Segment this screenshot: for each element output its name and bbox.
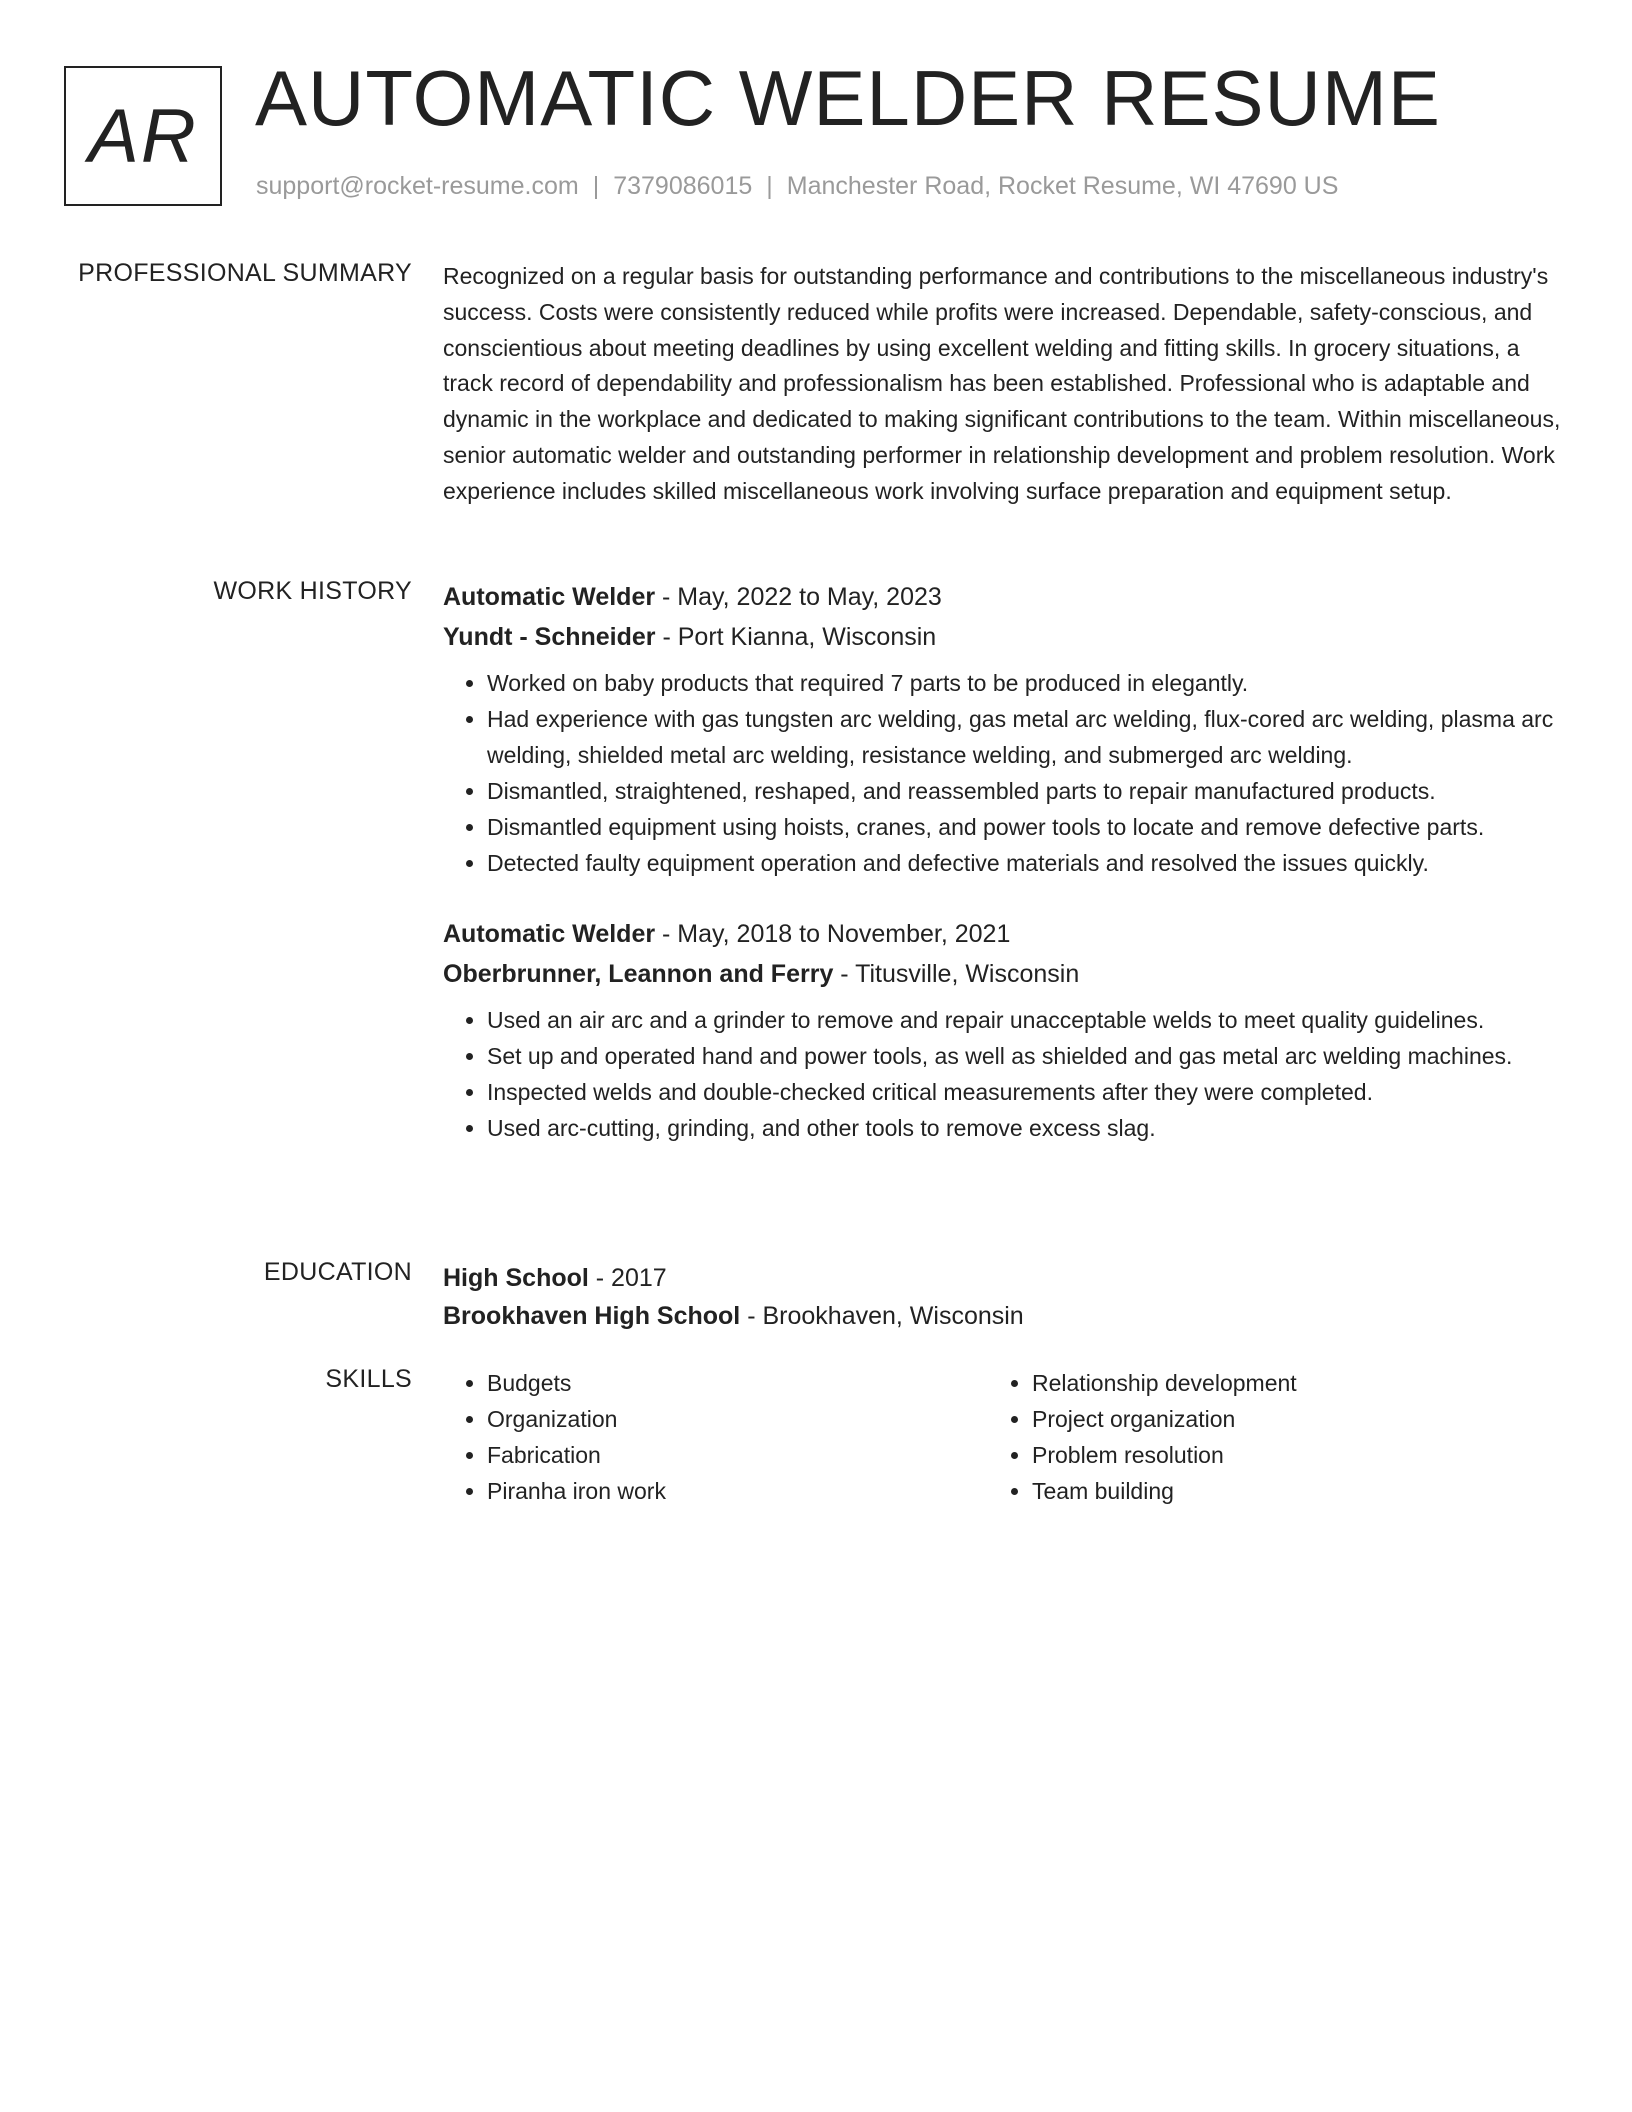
- job-title: Automatic Welder: [443, 920, 656, 948]
- contact-email[interactable]: support@rocket-resume.com: [256, 172, 579, 200]
- summary-body: [443, 259, 1563, 510]
- job-title: Automatic Welder: [443, 583, 656, 611]
- monogram-badge: [64, 66, 222, 206]
- skill-item: • Problem resolution: [1032, 1437, 1533, 1473]
- skill-item: • Team building: [1032, 1473, 1533, 1509]
- section-heading-education: EDUCATION: [263, 1258, 412, 1286]
- contact-line: [256, 172, 1338, 201]
- job-bullet: • Worked on baby products that required 7 parts to be produced in elegantly.: [487, 665, 1563, 701]
- contact-separator: |: [592, 172, 600, 200]
- job-title-line: [443, 577, 1563, 617]
- summary-text: Recognized on a regular basis for outstanding performance and contributions to the miscellaneous industry's success. Costs were consistently reduced while profits were increased. Dependable, safety-conscious, and conscientious about meeting deadlines by using excellent welding and fitting skills. In grocery situations, a track record of dependability and professionalism has been established. Professional who is adaptable and dynamic in the workplace and dedicated to making significant contributions to the team. Within miscellaneous, senior automatic welder and outstanding performer in relationship development and problem resolution. Work experience includes skilled miscellaneous work involving surface preparation and equipment setup.: [443, 263, 1561, 504]
- skill-item: • Relationship development: [1032, 1365, 1533, 1401]
- contact-separator: |: [766, 172, 773, 200]
- education-degree: High School: [443, 1264, 589, 1292]
- skill-item: • Project organization: [1032, 1401, 1533, 1437]
- job-bullet: • Used arc-cutting, grinding, and other tools to remove excess slag.: [487, 1110, 1563, 1146]
- job-location: - Titusville, Wisconsin: [833, 960, 1080, 988]
- skills-list: [443, 1365, 988, 1509]
- education-school-line: [443, 1296, 1563, 1336]
- education-year: - 2017: [588, 1264, 667, 1292]
- skill-item: • Fabrication: [487, 1437, 988, 1473]
- education-degree-line: [443, 1258, 1563, 1298]
- section-heading-work-history: WORK HISTORY: [213, 577, 412, 605]
- skill-item: • Piranha iron work: [487, 1473, 988, 1509]
- skills-column-left: [443, 1365, 988, 1509]
- job-bullet: • Had experience with gas tungsten arc welding, gas metal arc welding, flux-cored arc welding, plasma arc welding, shielded metal arc welding, resistance welding, and submerged arc welding.: [487, 701, 1563, 773]
- skills-body: [443, 1365, 1563, 1509]
- job-location: - Port Kianna, Wisconsin: [655, 623, 937, 651]
- skills-column-right: [988, 1365, 1533, 1509]
- work-history-body: [443, 577, 1563, 1146]
- skills-list: [988, 1365, 1533, 1509]
- skill-item: • Organization: [487, 1401, 988, 1437]
- job-bullets: [443, 1002, 1563, 1146]
- education-location: - Brookhaven, Wisconsin: [740, 1302, 1024, 1330]
- resume-title: AUTOMATIC WELDER RESUME: [255, 54, 1441, 142]
- job-company-line: [443, 954, 1563, 994]
- job-bullets: [443, 665, 1563, 881]
- job-company: Oberbrunner, Leannon and Ferry: [443, 960, 834, 988]
- education-body: [443, 1258, 1563, 1336]
- section-heading-summary: PROFESSIONAL SUMMARY: [78, 259, 412, 287]
- job-bullet: • Dismantled, straightened, reshaped, and reassembled parts to repair manufactured products.: [487, 773, 1563, 809]
- job-company: Yundt - Schneider: [443, 623, 656, 651]
- contact-phone[interactable]: 7379086015: [613, 172, 753, 200]
- job-bullet: • Used an air arc and a grinder to remove and repair unacceptable welds to meet quality guidelines.: [487, 1002, 1563, 1038]
- monogram-initials: AR: [88, 93, 198, 179]
- job-bullet: • Dismantled equipment using hoists, cranes, and power tools to locate and remove defective parts.: [487, 809, 1563, 845]
- job-dates: - May, 2018 to November, 2021: [655, 920, 1011, 948]
- skill-item: • Budgets: [487, 1365, 988, 1401]
- job-bullet: • Detected faulty equipment operation and defective materials and resolved the issues quickly.: [487, 845, 1563, 881]
- job-bullet: • Inspected welds and double-checked critical measurements after they were completed.: [487, 1074, 1563, 1110]
- job-entry: [443, 914, 1563, 1146]
- job-title-line: [443, 914, 1563, 954]
- job-company-line: [443, 617, 1563, 657]
- job-bullet: • Set up and operated hand and power tools, as well as shielded and gas metal arc welding machines.: [487, 1038, 1563, 1074]
- job-dates: - May, 2022 to May, 2023: [655, 583, 942, 611]
- education-school: Brookhaven High School: [443, 1302, 741, 1330]
- contact-address: Manchester Road, Rocket Resume, WI 47690 US: [786, 172, 1339, 200]
- section-heading-skills: SKILLS: [325, 1365, 412, 1393]
- skills-grid: [443, 1365, 1543, 1509]
- job-entry: [443, 577, 1563, 881]
